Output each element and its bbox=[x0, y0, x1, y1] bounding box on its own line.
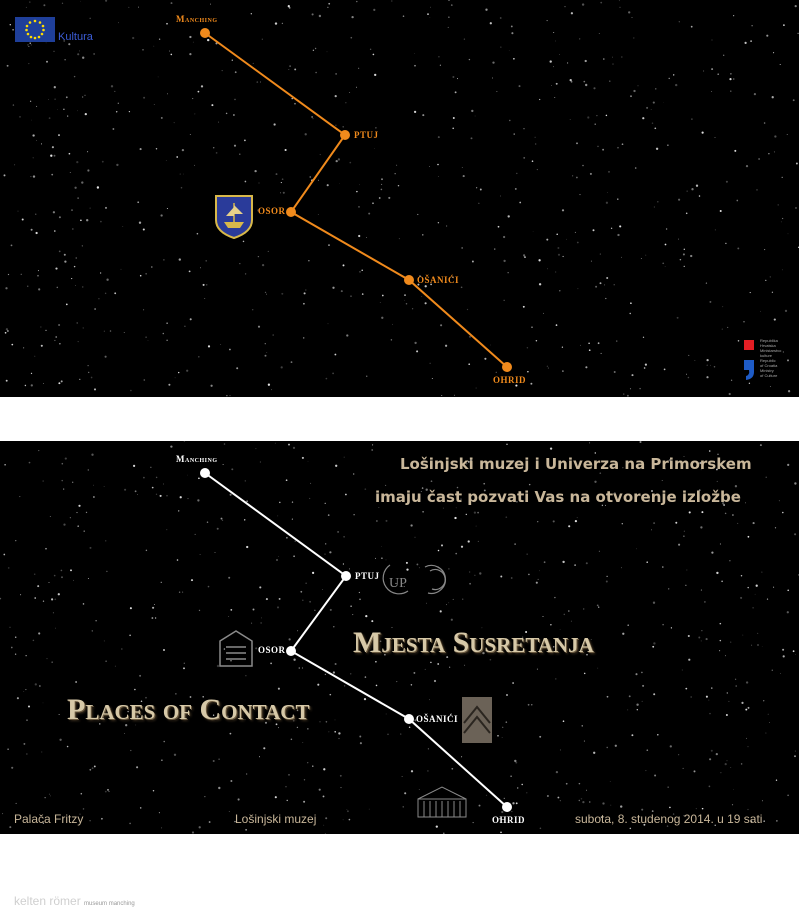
venue-label: Palača Fritzy bbox=[14, 812, 84, 826]
city-label-ptuj: PTUJ bbox=[354, 130, 379, 140]
city-label-osor: OSOR bbox=[258, 206, 286, 216]
top-panel bbox=[0, 0, 799, 397]
invitation-heading-line1: Lošinjski muzej i Univerza na Primorskem bbox=[400, 455, 752, 473]
ohrid-marker bbox=[502, 802, 512, 812]
losinj-museum-logo-icon bbox=[220, 631, 252, 666]
coat-of-arms-icon bbox=[216, 196, 252, 238]
kelten-roemer-logo: kelten römer museum manching bbox=[14, 894, 135, 908]
city-label-osanici: OŠANIĆI bbox=[416, 714, 459, 724]
invitation-heading-line2: imaju čast pozvati Vas na otvorenje izložbe bbox=[375, 488, 741, 506]
city-label-osor: OSOR bbox=[258, 645, 286, 655]
eu-flag-icon bbox=[15, 17, 55, 42]
city-label-ohrid: OHRID bbox=[492, 815, 526, 825]
osor-marker bbox=[286, 646, 296, 656]
osanici-logo-icon bbox=[462, 697, 492, 743]
ptuj-marker bbox=[341, 571, 351, 581]
osanici-marker bbox=[404, 275, 414, 285]
svg-text:UP: UP bbox=[389, 576, 407, 591]
route-map-orange bbox=[0, 0, 799, 397]
ministry-text: Republika Hrvatska Ministarstvo kulture Republic of Croatia Ministry of Culture bbox=[760, 338, 782, 378]
exhibition-title-croatian: Mjesta Susretanja bbox=[353, 626, 594, 659]
manching-marker bbox=[200, 28, 210, 38]
ohrid-marker bbox=[502, 362, 512, 372]
city-label-manching: Manching bbox=[176, 454, 218, 464]
university-logo-icon bbox=[383, 565, 445, 594]
bottom-panel bbox=[0, 441, 799, 908]
ministry-logo-blue-icon bbox=[744, 360, 754, 380]
city-label-ohrid: OHRID bbox=[493, 375, 527, 385]
ohrid-building-icon bbox=[418, 787, 466, 817]
date-time-label: subota, 8. studenog 2014. u 19 sati bbox=[575, 812, 763, 826]
city-label-ptuj: PTUJ bbox=[355, 571, 380, 581]
ptuj-marker bbox=[340, 130, 350, 140]
city-label-osanici: OŠANIĆI bbox=[417, 275, 460, 285]
osor-marker bbox=[286, 207, 296, 217]
osanici-marker bbox=[404, 714, 414, 724]
ministry-logo-red bbox=[744, 340, 754, 350]
eu-culture-label: Kultura bbox=[58, 31, 93, 43]
organizer-label: Lošinjski muzej bbox=[235, 812, 317, 826]
city-label-manching: Manching bbox=[176, 14, 218, 24]
exhibition-title-english: Places of Contact bbox=[67, 693, 310, 726]
manching-marker bbox=[200, 468, 210, 478]
